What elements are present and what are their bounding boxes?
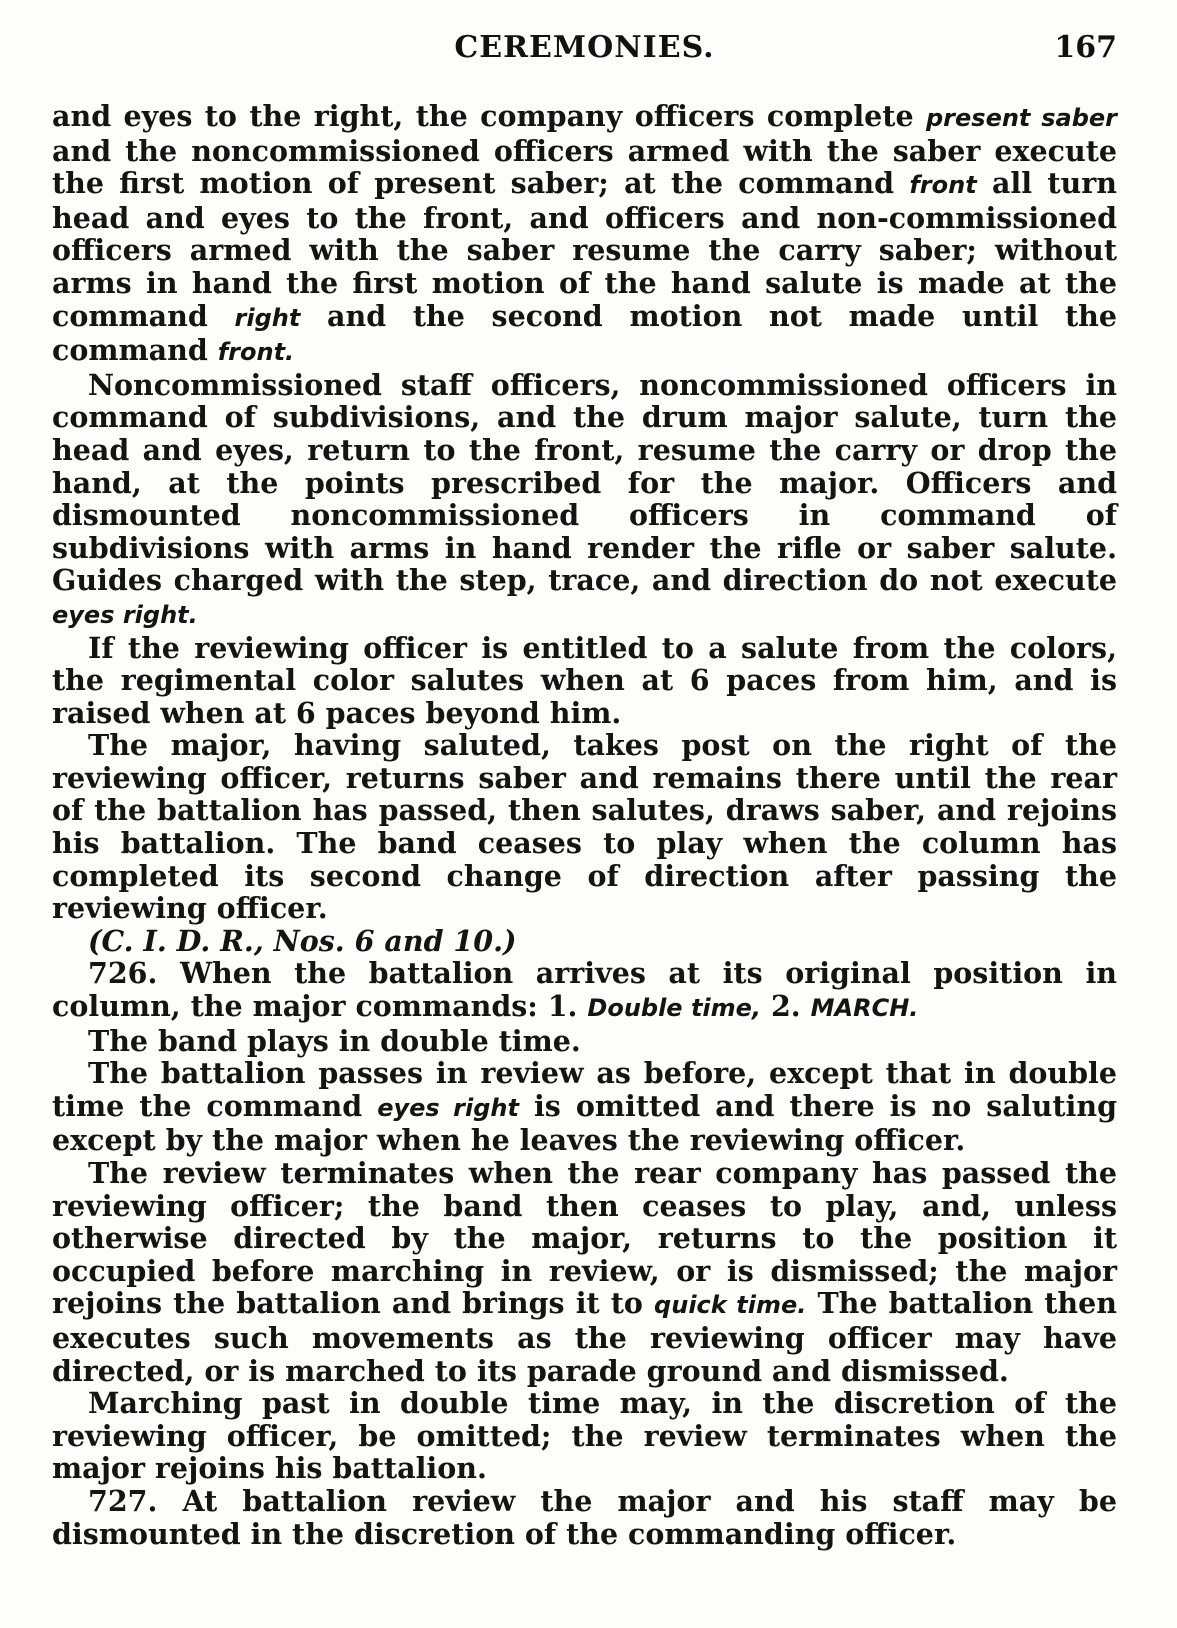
paragraph-727 <box>52 1485 1117 1550</box>
text-run: is omitted and there is no saluting except by the major when he leaves the reviewing officer. <box>52 1088 1117 1158</box>
section-number: 727. <box>88 1483 158 1518</box>
body-text <box>52 100 1117 1550</box>
paragraph-726 <box>52 957 1117 1024</box>
command-right: right <box>234 303 301 332</box>
command-double-time: Double time, <box>587 994 762 1023</box>
citation: (C. I. D. R., Nos. 6 and 10.) <box>88 923 517 958</box>
paragraph-colors-salute: If the reviewing officer is entitled to a salute from the colors, the regimental color salutes when at 6 paces from him, and is raised when at 6 paces beyond him. <box>52 630 1117 730</box>
command-quick-time: quick time. <box>654 1291 807 1320</box>
page-number: 167 <box>1054 30 1117 65</box>
command-eyes-right: eyes right. <box>52 600 198 629</box>
paragraph-review-terminates <box>52 1157 1117 1387</box>
text-run: 2. <box>761 989 811 1024</box>
text-run: and the second motion not made until the command <box>52 298 1117 368</box>
text-run: When the battalion arrives at its original position in column, the major commands: 1. <box>52 956 1117 1024</box>
text-run: The battalion then executes such movements as the reviewing officer may have directed, or is marched to its parade ground and dismissed. <box>52 1286 1118 1388</box>
command-front: front <box>909 171 977 200</box>
command-march: MARCH. <box>810 994 919 1023</box>
text-run: and eyes to the right, the company officers complete <box>52 99 926 133</box>
paragraph-continued <box>52 100 1117 369</box>
command-front: front. <box>217 338 295 367</box>
paragraph-major-post: The major, having saluted, takes post on the right of the reviewing officer, returns saber and remains there until the rear of the battalion has passed, then salutes, draws saber, and rejoins his battalion. The band ceases to play when the column has completed its second change of direction after passing the reviewing officer. <box>52 728 1117 926</box>
paragraph-noncommissioned-staff <box>52 369 1117 632</box>
paragraph-marching-past: Marching past in double time may, in the discretion of the reviewing officer, be omitted; the review terminates when the major rejoins his battalion. <box>52 1386 1117 1486</box>
text-run: The review terminates when the rear company has passed the reviewing officer; the band then ceases to play, and, unless otherwise directed by the major, returns to the position it occupied before marching in review, or is dismissed; the major rejoins the battalion and brings it to <box>52 1156 1117 1321</box>
running-head <box>52 30 1117 70</box>
command-eyes-right: eyes right <box>377 1093 519 1122</box>
text-run: all turn head and eyes to the front, and officers and non-commissioned officers armed with the saber resume the carry saber; without arms in hand the first motion of the hand salute is made at the command <box>52 166 1117 333</box>
section-number: 726. <box>88 956 158 991</box>
paragraph-passes-in-review <box>52 1057 1117 1157</box>
running-title: CEREMONIES. <box>454 30 715 65</box>
text-run: At battalion review the major and his staff may be dismounted in the discretion of the commanding officer. <box>52 1483 1117 1551</box>
text-run: The battalion passes in review as before, except that in double time the command <box>52 1056 1117 1123</box>
paragraph-band-double-time: The band plays in double time. <box>88 1023 581 1058</box>
text-run: Noncommissioned staff officers, noncommissioned officers in command of subdivisions, and the drum major salute, turn the head and eyes, return to the front, resume the carry or drop the hand, at the points prescribed for the major. Officers and dismounted noncommissioned officers in command of subdivisions with arms in hand render the rifle or saber salute. Guides charged with the step, trace, and direction do not execute <box>52 367 1117 598</box>
command-present-saber: present saber <box>925 104 1117 132</box>
text-run: and the noncommissioned officers armed with the saber execute the first motion of present saber; at the command <box>52 133 1117 201</box>
